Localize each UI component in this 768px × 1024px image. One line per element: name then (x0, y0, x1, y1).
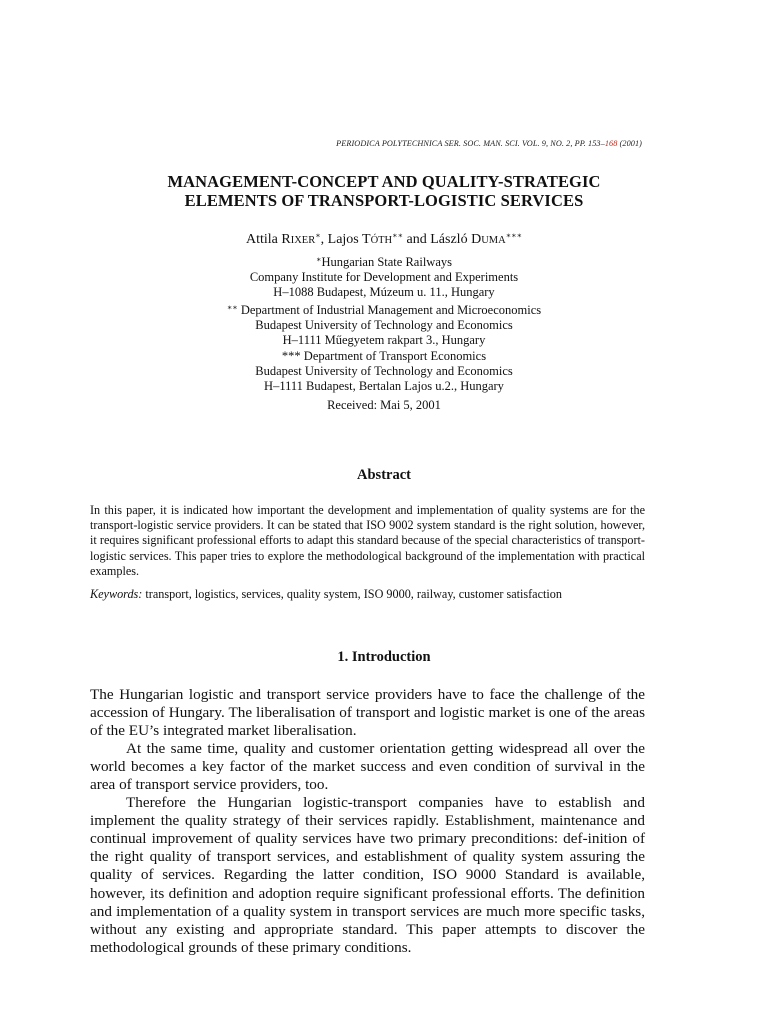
affiliation-line-1: ∗Hungarian State Railways (316, 255, 452, 269)
affiliation-line-2: Company Institute for Development and Experiments (249, 270, 519, 285)
author-1-first: Attila (245, 232, 282, 247)
affiliation-line-5: Budapest University of Technology and Economics (255, 318, 513, 333)
affiliation-line-3: H–1088 Budapest, Múzeum u. 11., Hungary (273, 285, 495, 300)
abstract-heading: Abstract (357, 467, 411, 483)
author-separator-2: and László (403, 232, 472, 247)
author-separator-1: , Lajos (320, 232, 362, 247)
affiliation-line-7: *** Department of Transport Economics (281, 348, 487, 363)
running-head-page-end: 168 (604, 139, 618, 148)
keywords-list: transport, logistics, services, quality system, ISO 9000, railway, customer satisfaction (142, 587, 562, 601)
running-head (336, 139, 642, 148)
paragraph-3: Therefore the Hungarian logistic-transport companies have to establish and implement the quality strategy of their services rapidly. Establishment, maintenance and continual improvement of quality services have two primary preconditions: def-inition of the right quality of transport services, and establishment of quality system assuring the quality of services. Regarding the latter condition, ISO 9000 Standard is available, however, its definition and adoption require significant professional efforts. The definition and implementation of a quality system in transport services are much more specific tasks, without any existing and appropriate standard. This paper attempts to discover the methodological grounds of these primary conditions. (90, 794, 645, 956)
abstract-text: In this paper, it is indicated how important the development and implementation of quality systems are for the transport-logistic service providers. It can be stated that ISO 9002 system standard is the right solution, however, it requires significant professional efforts to adapt this standard because of the special characteristics of transport-logistic services. This paper tries to explore the methodological background of the implementation with practical examples. (90, 503, 645, 578)
affiliations (0, 252, 768, 394)
paragraph-1: The Hungarian logistic and transport service providers have to face the challenge of the accession of Hungary. The liberalisation of transport and logistic market is one of the areas of the EU’s integrated market liberalisation. (90, 686, 645, 740)
author-list (0, 231, 768, 248)
keywords (90, 587, 650, 602)
author-3-surname: DUMA (471, 232, 506, 247)
author-2-mark: ∗∗ (392, 231, 404, 240)
title-line-1: MANAGEMENT-CONCEPT AND QUALITY-STRATEGIC (167, 172, 601, 191)
introduction-body (90, 686, 645, 957)
affiliation-line-8: Budapest University of Technology and Economics (255, 363, 513, 378)
author-1-surname: RIXER (281, 232, 316, 247)
affiliation-line-4: ∗∗ Department of Industrial Management and Microeconomics (226, 303, 542, 318)
author-3-mark: ∗∗∗ (505, 231, 523, 240)
affiliation-line-9: H–1111 Budapest, Bertalan Lajos u.2., Hungary (264, 378, 504, 393)
paragraph-2: At the same time, quality and customer orientation getting widespread all over the world becomes a key factor of the market success and even condition of survival in the area of transport service providers, too. (90, 740, 645, 794)
running-head-prefix: PERIODICA POLYTECHNICA SER. SOC. MAN. SCI. VOL. 9, NO. 2, PP. 153– (336, 139, 605, 148)
received-date: Received: Mai 5, 2001 (327, 398, 441, 412)
section-heading-introduction: 1. Introduction (337, 649, 431, 665)
author-1-mark: ∗ (315, 231, 321, 240)
title-line-2: ELEMENTS OF TRANSPORT-LOGISTIC SERVICES (184, 191, 584, 210)
running-head-suffix: (2001) (617, 139, 642, 148)
affiliation-line-6: H–1111 Műegyetem rakpart 3., Hungary (282, 333, 486, 348)
keywords-label: Keywords: (90, 587, 143, 601)
paper-title (0, 172, 768, 210)
author-2-surname: TÓTH (362, 232, 393, 247)
